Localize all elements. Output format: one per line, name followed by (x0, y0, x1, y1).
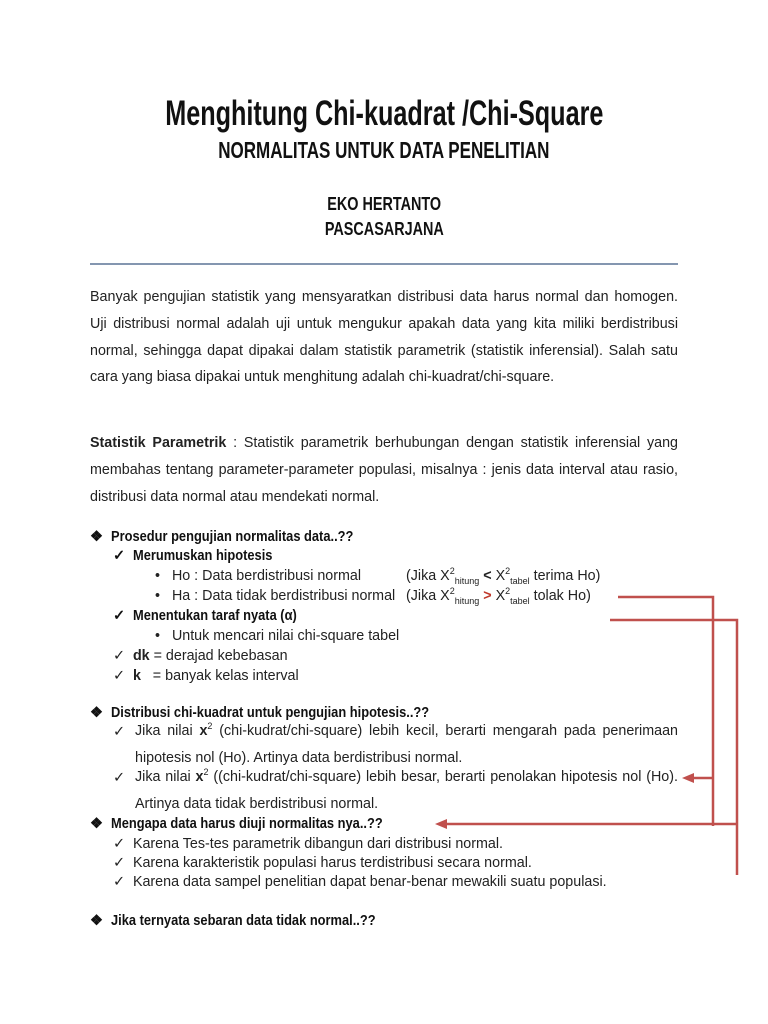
connector-line (610, 620, 737, 875)
diamond-bullet-icon: ❖ (90, 913, 103, 929)
diamond-bullet-icon: ❖ (90, 816, 103, 832)
check-icon: ✓ (113, 668, 125, 684)
item-larger: Jika nilai $x^2$ ((chi-kudrat/chi-square) lebih besar, berarti penolakan hipotesis nol (Ho). Artinya data tidak berdistribusi normal. (135, 767, 678, 812)
check-icon: ✓ (113, 874, 125, 890)
bullet-icon: • (155, 568, 161, 584)
step-hypothesis: ✓ Merumuskan hipotesis (113, 548, 273, 564)
check-icon: ✓ (113, 855, 125, 871)
check-icon: ✓ (113, 648, 125, 664)
section-heading-procedure: ❖ Prosedur pengujian normalitas data..?? (90, 529, 354, 545)
diamond-bullet-icon: ❖ (90, 705, 103, 721)
list-item: ✓ Karena karakteristik populasi harus terdistribusi secara normal. (113, 855, 532, 871)
bullet-icon: • (155, 588, 161, 604)
bullet-icon: • (155, 628, 161, 644)
section-heading-why: ❖ Mengapa data harus diuji normalitas nya..?? (90, 816, 383, 832)
list-item: ✓ Karena Tes-tes parametrik dibangun dari distribusi normal. (113, 836, 503, 852)
section-heading-not-normal: ❖ Jika ternyata sebaran data tidak normal..?? (90, 913, 376, 929)
item-dk: ✓ dk = derajad kebebasan (113, 648, 288, 664)
check-icon: ✓ (113, 608, 125, 624)
intro-paragraph: Banyak pengujian statistik yang mensyaratkan distribusi data harus normal dan homogen. Uji distribusi normal adalah uji untuk mengukur apakah data yang kita miliki berdistribusi normal, sehingga dapat dipakai dalam statistik parametrik (statistik inferensial). Salah satu cara yang biasa dipakai untuk menghitung adalah chi-kuadrat/chi-square. (90, 289, 678, 386)
term: Statistik Parametrik (90, 435, 227, 451)
definition: : Statistik parametrik berhubungan dengan statistik inferensial yang membahas tentang parameter-parameter populasi, misalnya : jenis data interval atau rasio, distribusi data normal atau mendekati normal. (90, 435, 678, 505)
list-item-table: • Untuk mencari nilai chi-square tabel (155, 628, 400, 644)
affiliation: PASCASARJANA (324, 219, 444, 239)
list-item: ✓ Karena data sampel penelitian dapat benar-benar mewakili suatu populasi. (113, 874, 607, 890)
arrowhead-icon (682, 773, 694, 783)
arrowhead-icon (435, 819, 447, 829)
doc-subtitle: NORMALITAS UNTUK DATA PENELITIAN (218, 137, 550, 163)
diamond-bullet-icon: ❖ (90, 529, 103, 545)
check-icon: ✓ (113, 770, 125, 786)
connector-line (618, 597, 713, 826)
author: EKO HERTANTO (327, 194, 441, 214)
list-item-ha: • Ha : Data tidak berdistribusi normal (155, 588, 396, 604)
step-significance: ✓ Menentukan taraf nyata (α) (113, 608, 297, 624)
item-smaller: Jika nilai $x^2$ (chi-kudrat/chi-square) lebih kecil, berarti mengarah pada penerimaan hipotesis nol (Ho). Artinya data berdistribusi normal. (135, 721, 678, 766)
check-icon: ✓ (113, 548, 125, 564)
item-k: ✓ k = banyak kelas interval (113, 668, 299, 684)
section-heading-distribution: ❖ Distribusi chi-kuadrat untuk pengujian hipotesis..?? (90, 705, 429, 721)
check-icon: ✓ (113, 724, 125, 740)
check-icon: ✓ (113, 836, 125, 852)
list-item-ho: • Ho : Data berdistribusi normal (155, 568, 362, 584)
doc-title: Menghitung Chi-kuadrat /Chi-Square (164, 94, 604, 133)
rule-ha: (Jika $X^2_{hitung} > X^2_{tabel}$ tolak Ho) (406, 586, 591, 606)
rule-ho: (Jika $X^2_{hitung} < X^2_{tabel}$ terima Ho) (406, 566, 601, 586)
